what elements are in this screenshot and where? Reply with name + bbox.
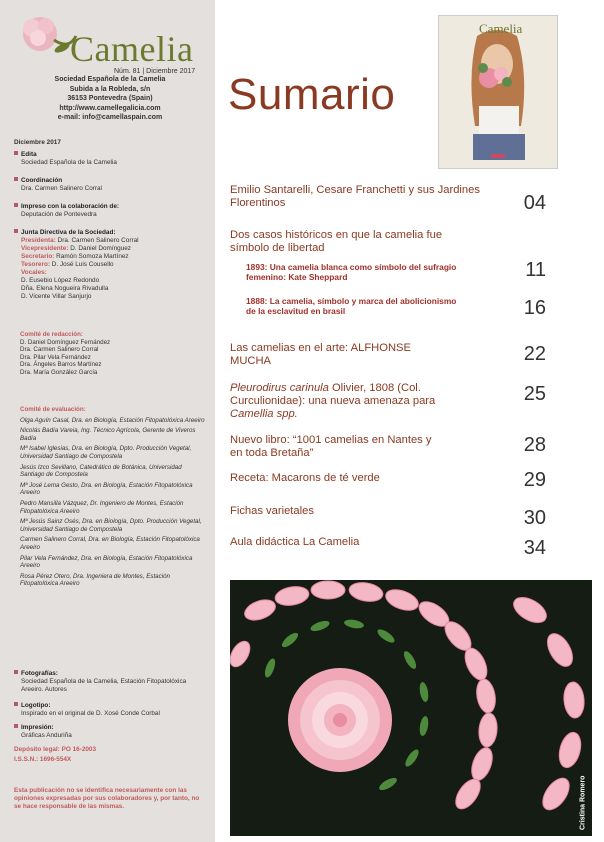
coordinacion-heading: Coordinación	[14, 177, 206, 185]
coordinacion-body: Dra. Carmen Salinero Corral	[21, 185, 102, 192]
camellia-petal-photo	[230, 580, 592, 836]
cover-illustration	[439, 16, 557, 168]
photo-credit: Cristina Romero	[579, 775, 586, 830]
issn: I.S.S.N.: 1696-554X	[14, 756, 72, 763]
toc-page-number: 34	[523, 537, 546, 559]
sidebar	[0, 0, 215, 842]
secretario-line: Secretario: Ramón Somoza Martínez	[21, 253, 129, 260]
toc-page-number: 29	[523, 469, 546, 491]
vocal-item: D. Eusebio López Redondo	[21, 277, 100, 284]
junta-heading: Junta Directiva de la Sociedad:	[14, 229, 206, 237]
toc-page-number: 04	[523, 192, 546, 214]
evaluator-item: Carmen Salinero Corral, Dra. en Biología, Estación Fitopatolóxica Areeiro	[20, 536, 200, 551]
evaluator-item: Olga Aguín Casal, Dra. en Biología, Estación Fitopatolóxica Areeiro	[20, 416, 205, 424]
vocales-label: Vocales:	[21, 269, 47, 276]
evaluator-item: Pilar Vela Fernández, Dra. en Biología, Estación Fitopatolóxica Areeiro	[20, 554, 193, 570]
page-title: Sumario	[228, 70, 396, 119]
edita-body: Sociedad Española de la Camelia	[21, 159, 117, 166]
toc-page-number: 11	[525, 259, 546, 281]
evaluator-item: Nicolás Badía Vareia, Ing. Técnico Agrícola, Gerente de Viveros Badía	[20, 427, 196, 442]
logotipo-section	[14, 702, 206, 718]
junta-section	[14, 229, 206, 301]
toc-item[interactable]: Pleurodirus carinula Olivier, 1808 (Col. Curculionidae): una nueva amenaza para Camellia spp.	[230, 382, 436, 420]
vicepresidente-line: Vicepresidente: D. Daniel Domínguez	[21, 245, 132, 252]
evaluacion-committee	[20, 406, 206, 588]
vocal-item: D. Vicente Villar Sanjurjo	[21, 293, 92, 300]
magazine-cover-thumbnail	[438, 15, 558, 169]
redaccion-committee	[20, 331, 206, 377]
fotografias-heading: Fotografías:	[14, 670, 206, 678]
imprenta-section	[14, 203, 206, 219]
committee-member: Dra. Pilar Vela Fernández	[20, 353, 91, 361]
toc-item[interactable]: Aula didáctica La Camelia	[230, 536, 360, 548]
logotipo-body: Inspirado en el original de D. Xosé Conde Corbal	[21, 710, 160, 717]
committee-member: Dra. Carmen Salinero Corral	[20, 346, 99, 354]
presidenta-line: Presidenta: Dra. Carmen Salinero Corral	[21, 237, 139, 244]
fotografias-section	[14, 670, 206, 694]
imprenta-heading: Impreso con la colaboración de:	[14, 203, 206, 211]
toc-item[interactable]: Fichas varietales	[230, 505, 314, 517]
cover-brand: Camelia	[479, 21, 523, 36]
impresion-body: Gráficas Anduriña	[21, 732, 72, 739]
vocal-item: Dña. Elena Nogueira Rivadulla	[21, 285, 109, 292]
email-link[interactable]: e-mail: info@camellaspain.com	[57, 114, 163, 121]
logotipo-heading: Logotipo:	[14, 702, 206, 710]
address-line-1: Subida a la Robleda, s/n	[69, 85, 151, 93]
toc-subitem[interactable]: 1888: La camelia, símbolo y marca del abolicionismo de la esclavitud en brasil	[246, 296, 457, 316]
disclaimer: Esta publicación no se identifica necesariamente con las opiniones expresadas por sus colaboradores y, por tanto, no se hace responsable de las mismas.	[14, 787, 200, 810]
impresion-section	[14, 724, 206, 740]
toc-item[interactable]: Emilio Santarelli, Cesare Franchetti y sus Jardines Florentinos	[230, 184, 480, 209]
toc-page-number: 25	[523, 383, 546, 405]
issue-label: Núm. 81 | Diciembre 2017	[114, 68, 196, 75]
fotografias-body: Sociedad Española de la Camelia, Estación Fitopatolóxica Areeiro. Autores	[21, 678, 187, 693]
toc-subitem[interactable]: 1893: Una camelia blanca como símbolo del sufragio femenino: Kate Sheppard	[246, 262, 457, 282]
society-block	[20, 75, 200, 123]
committee-member: Dra. Ángeles Barros Martínez	[20, 361, 102, 369]
coordinacion-section	[14, 177, 206, 193]
evaluator-item: Rosa Pérez Otero, Dra. Ingeniera de Montes, Estación Fitopatolóxica Areeiro	[20, 572, 170, 588]
committee-member: D. Daniel Domínguez Fernández	[20, 338, 111, 346]
edita-section	[14, 151, 206, 167]
toc-page-number: 28	[523, 434, 546, 456]
evaluator-item: Mª Isabel Iglesias, Dra. en Biología, Dpto. Producción Vegetal, Universidad Santiago de Compostela	[20, 445, 192, 460]
evaluator-item: Pedro Mansilla Vázquez, Dr. Ingeniero de Montes, Estación Fitopatolóxica Areeiro	[20, 499, 184, 515]
toc-item[interactable]: Receta: Macarons de té verde	[230, 472, 380, 484]
society-name: Sociedad Española de la Camelia	[54, 76, 166, 83]
toc-page-number: 30	[523, 507, 546, 529]
deposito-legal: Depósito legal: PO 16-2003	[14, 746, 97, 753]
redaccion-heading: Comité de redacción:	[20, 331, 83, 338]
evaluator-item: Mª José Lema Gesto, Dra. en Biología, Estación Fitopatolóxica Areeiro	[20, 481, 193, 497]
brand-wordmark: Camelia	[70, 29, 194, 69]
toc-item[interactable]: Las camelias en el arte: ALFHONSE MUCHA	[230, 342, 411, 367]
evaluator-item: Mª Jesús Sainz Osés, Dra. en Biología, Dpto. Producción Vegetal, Universidad Santiago de Compostela	[20, 518, 202, 533]
website-link[interactable]: http://www.camellegalicia.com	[59, 104, 161, 112]
toc-item[interactable]: Dos casos históricos en que la camelia fue símbolo de libertad	[230, 229, 443, 254]
edition-date: Diciembre 2017	[14, 139, 61, 146]
imprenta-body: Deputación de Pontevedra	[21, 211, 97, 218]
toc-page-number: 16	[523, 297, 546, 319]
impresion-heading: Impresión:	[14, 724, 206, 732]
evaluacion-heading: Comité de evaluación:	[20, 406, 86, 413]
committee-member: Dra. María González García	[20, 368, 98, 376]
tesorero-line: Tesorero: D. José Luis Cousello	[21, 261, 114, 268]
toc-item[interactable]: Nuevo libro: “1001 camelias en Nantes y en toda Bretaña”	[230, 434, 432, 459]
photo-illustration	[230, 580, 592, 836]
edita-heading: Edita	[14, 151, 206, 159]
toc-page-number: 22	[523, 343, 546, 365]
evaluator-item: Jesús Izco Sevillano, Catedrático de Botánica, Universidad Santiago de Compostela	[20, 463, 182, 479]
camelia-logo	[14, 10, 204, 75]
address-line-2: 36153 Pontevedra (Spain)	[67, 95, 153, 102]
